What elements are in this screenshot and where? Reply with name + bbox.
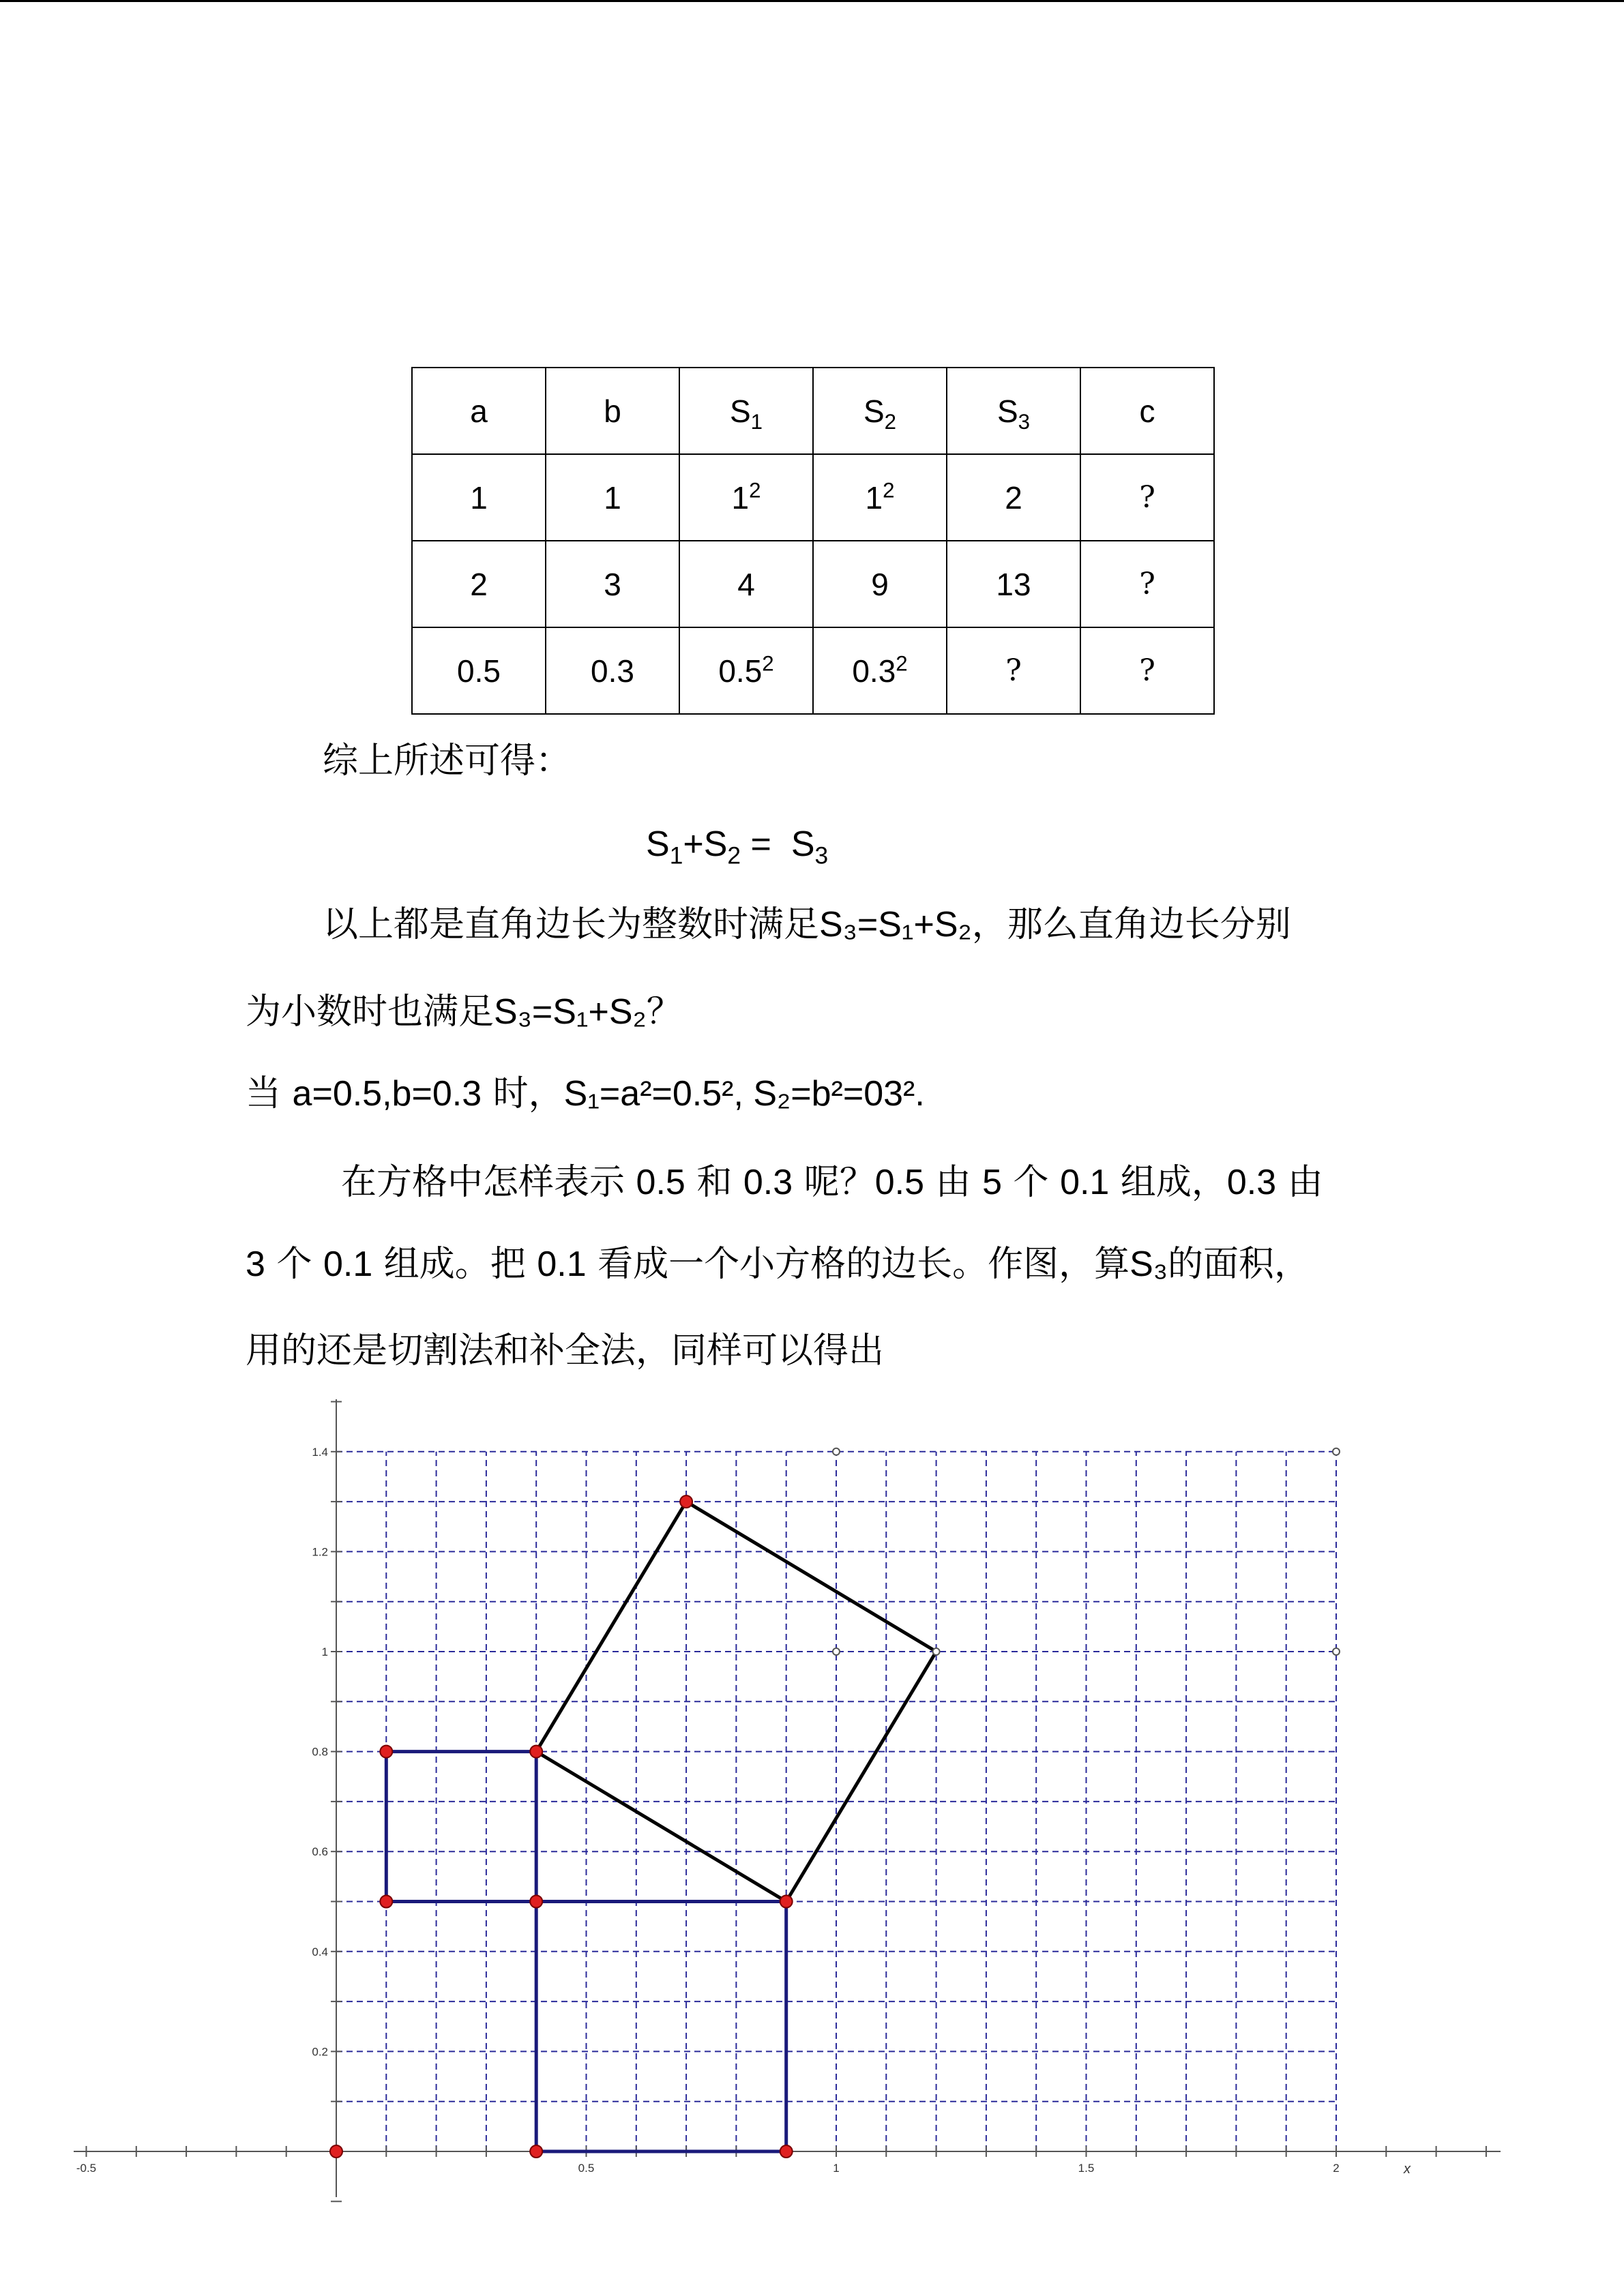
- x-axis-label: x: [1404, 2162, 1411, 2177]
- formula-s3: S: [791, 824, 815, 864]
- table-cell: 1: [412, 454, 546, 541]
- square-s1: [386, 1752, 536, 1902]
- table-row: [412, 627, 1214, 714]
- x-tick-label: 2: [1333, 2162, 1340, 2175]
- formula: [646, 824, 829, 869]
- table-row: [412, 368, 1214, 454]
- paragraph-1-formula: S₃=S₁+S₂: [819, 905, 972, 944]
- p4-d: 0.3: [743, 1163, 793, 1202]
- table-cell: $0.5^2$: [679, 627, 813, 714]
- x-tick-label: 1: [833, 2162, 840, 2175]
- p5-e: 0.1: [537, 1244, 587, 1284]
- formula-sub2: 2: [727, 842, 741, 869]
- table-cell: 9: [813, 541, 947, 627]
- table-cell: a: [412, 368, 546, 454]
- y-tick-label: 1: [321, 1645, 328, 1658]
- table-cell: 2: [412, 541, 546, 627]
- vertex-point: [380, 1896, 392, 1908]
- paragraph-3-values: a=0.5,b=0.3: [292, 1074, 482, 1114]
- formula-sub3: 3: [814, 842, 829, 869]
- p4-b: 0.5: [636, 1163, 685, 1202]
- paragraph-6: 用的还是切割法和补全法，同样可以得出: [246, 1330, 885, 1371]
- p4-l: 0.3: [1226, 1163, 1277, 1202]
- p5-c: 0.1: [323, 1244, 373, 1284]
- table-cell: $1^2$: [679, 454, 813, 541]
- p4-g: 由: [924, 1162, 983, 1203]
- y-tick-label: 0.8: [312, 1745, 328, 1759]
- x-tick-label: 1.5: [1078, 2162, 1095, 2175]
- p5-f: 看成一个小方格的边长。作图，算: [586, 1244, 1130, 1285]
- vertex-point: [330, 2145, 342, 2158]
- p4-k: 组成，: [1109, 1162, 1227, 1203]
- paragraph-2-formula: S₃=S₁+S₂: [494, 992, 647, 1032]
- vertex-point: [530, 1896, 542, 1908]
- table-cell: $1^2$: [813, 454, 947, 541]
- table-cell: 2: [947, 454, 1080, 541]
- paragraph-3-text-a: 当: [246, 1073, 293, 1114]
- x-tick-label: 0.5: [578, 2162, 595, 2175]
- p4-i: 个: [1002, 1162, 1061, 1203]
- p5-d: 组成。把: [372, 1244, 537, 1285]
- top-border: [0, 0, 1624, 2]
- table-cell: $S_1$: [679, 368, 813, 454]
- p4-h: 5: [982, 1163, 1002, 1202]
- table-row: [412, 541, 1214, 627]
- table-cell: $S_3$: [947, 368, 1080, 454]
- p5-a: 3: [246, 1244, 265, 1284]
- formula-eq: =: [741, 824, 791, 864]
- paragraph-3-text-c: 时，: [482, 1073, 564, 1114]
- table-cell: ?: [947, 627, 1080, 714]
- table-cell: ?: [1080, 541, 1214, 627]
- table-cell: $S_2$: [813, 368, 947, 454]
- p4-c: 和: [685, 1162, 743, 1203]
- table-cell: $0.3^2$: [813, 627, 947, 714]
- vertex-point: [530, 1746, 542, 1758]
- formula-s1: S: [646, 824, 670, 864]
- hollow-point: [1333, 1448, 1340, 1455]
- formula-plus: +: [683, 824, 704, 864]
- formula-sub1: 1: [669, 842, 683, 869]
- summary-intro: 综上所述可得：: [323, 741, 572, 781]
- data-table: [411, 367, 1215, 715]
- table-row: [412, 454, 1214, 541]
- paragraph-2: [246, 994, 682, 1030]
- paragraph-1-text-a: 以上都是直角边长为整数时满足: [323, 904, 820, 945]
- y-tick-label: 0.2: [312, 2045, 328, 2059]
- paragraph-3-formula: S₁=a²=0.5², S₂=b²=03².: [563, 1074, 925, 1114]
- paragraph-3: [246, 1073, 925, 1114]
- vertex-point: [780, 2145, 793, 2158]
- y-tick-label: 0.6: [312, 1845, 328, 1859]
- table-cell: ?: [1080, 627, 1214, 714]
- y-tick-label: 1.2: [312, 1545, 328, 1559]
- hollow-point: [833, 1648, 840, 1655]
- table-cell: 4: [679, 541, 813, 627]
- table-cell: ?: [1080, 454, 1214, 541]
- table-cell: 3: [546, 541, 679, 627]
- hollow-point: [1333, 1648, 1340, 1655]
- paragraph-5: [246, 1244, 1310, 1285]
- p4-j: 0.1: [1060, 1163, 1110, 1202]
- paragraph-1: [323, 904, 1291, 945]
- paragraph-2-text-b: ？: [646, 992, 682, 1032]
- paragraph-1-text-b: ，那么直角边长分别: [971, 904, 1291, 945]
- p5-g: S₃: [1130, 1244, 1168, 1284]
- square-s2: [536, 1902, 786, 2152]
- vertex-point: [680, 1495, 692, 1508]
- formula-s2: S: [703, 824, 728, 864]
- p4-m: 由: [1276, 1162, 1323, 1203]
- table-cell: c: [1080, 368, 1214, 454]
- table-cell: 0.5: [412, 627, 546, 714]
- hollow-point: [933, 1648, 940, 1655]
- p4-e: 呢？: [793, 1162, 875, 1203]
- table-cell: 13: [947, 541, 1080, 627]
- hollow-point: [833, 1448, 840, 1455]
- y-tick-label: 1.4: [312, 1445, 328, 1459]
- table-cell: 1: [546, 454, 679, 541]
- p5-b: 个: [265, 1244, 323, 1285]
- p4-a: 在方格中怎样表示: [341, 1162, 636, 1203]
- paragraph-4: [341, 1162, 1323, 1203]
- table-cell: 0.3: [546, 627, 679, 714]
- vertex-point: [530, 2145, 542, 2158]
- p5-h: 的面积，: [1168, 1244, 1310, 1285]
- vertex-point: [380, 1746, 392, 1758]
- paragraph-2-text-a: 为小数时也满足: [246, 992, 494, 1032]
- vertex-point: [780, 1896, 793, 1908]
- coordinate-graph: [0, 1384, 1624, 2230]
- x-tick-label: -0.5: [76, 2162, 97, 2175]
- y-tick-label: 0.4: [312, 1945, 328, 1958]
- table-cell: b: [546, 368, 679, 454]
- p4-f: 0.5: [874, 1163, 925, 1202]
